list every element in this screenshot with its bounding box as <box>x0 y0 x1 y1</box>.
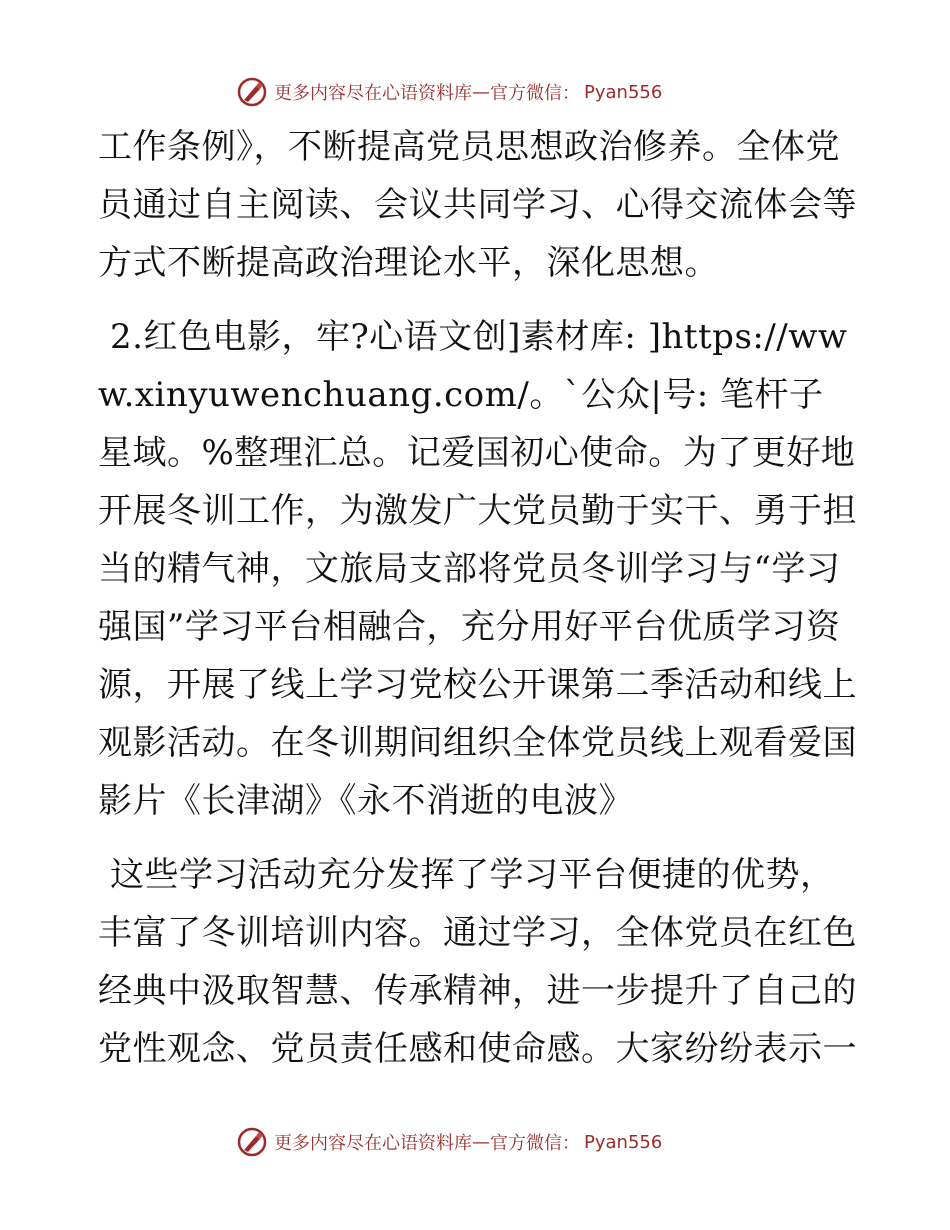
watermark-dash: — <box>472 81 490 103</box>
pen-nib-logo-icon <box>236 1126 268 1158</box>
header-watermark <box>236 74 662 110</box>
watermark-wechat-label: 官方微信： <box>490 1133 580 1154</box>
watermark-handle: Pyan556 <box>584 81 663 103</box>
watermark-site-text: 更多内容尽在心语资料库 <box>274 1133 472 1154</box>
paragraph-1: 工作条例》，不断提高党员思想政治修养。全体党员通过自主阅读、会议共同学习、心得交流体会等方式不断提高政治理论水平，深化思想。 <box>98 127 857 283</box>
paragraph-2: 2.红色电影，牢?心语文创]素材库: ]https://www.xinyuwenchuang.com/。`公众|号: 笔杆子星域。%整理汇总。记爱国初心使命。为了更好地开展冬训工作，为激发广大党员勤于实干、勇于担当的精气神，文旅局支部将党员冬训学习与“学习强国”学习平台相融合，充分用好平台优质学习资源，开展了线上学习党校公开课第二季活动和线上观影活动。在冬训期间组织全体党员线上观看爱国影片《长津湖》《永不消逝的电波》 <box>98 317 857 821</box>
pen-nib-logo-icon <box>236 76 268 108</box>
watermark-handle: Pyan556 <box>584 1131 663 1153</box>
document-body <box>98 118 858 1078</box>
footer-watermark <box>236 1124 662 1160</box>
watermark-wechat-label: 官方微信： <box>490 83 580 104</box>
paragraph-3: 这些学习活动充分发挥了学习平台便捷的优势，丰富了冬训培训内容。通过学习，全体党员在红色经典中汲取智慧、传承精神，进一步提升了自己的党性观念、党员责任感和使命感。大家纷纷表示一 <box>98 855 857 1069</box>
watermark-site-text: 更多内容尽在心语资料库 <box>274 83 472 104</box>
watermark-dash: — <box>472 1131 490 1153</box>
